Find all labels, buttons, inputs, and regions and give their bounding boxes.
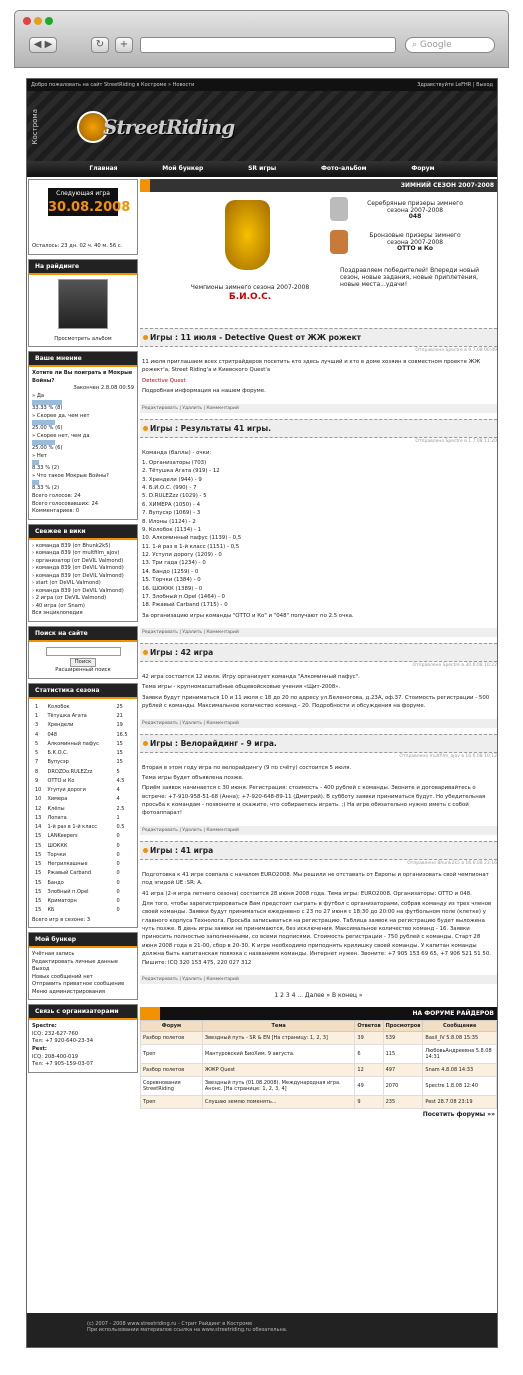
topic-link[interactable]: Звездный путь - SR & EN [На страницу: 1, 2, 3] xyxy=(202,1031,355,1044)
stats-cell: 0.5 xyxy=(116,824,125,831)
forum-col-header: Просмотров xyxy=(383,1020,423,1031)
article-text: 11 июля приглашаем всех стритрайдеров посетить кто здесь лучший и кто в доме хозяин в совместном проекте ЖЖ рожект'а, Street Riding'a и Киевского Quest'a xyxy=(142,359,481,374)
article-text: Вторая в этом году игра по велорайдингу (9 по счёту) состоится 5 июля. xyxy=(142,764,352,771)
search-button[interactable]: Поиск xyxy=(70,658,96,668)
stats-row xyxy=(34,750,132,757)
stats-cell: 1 xyxy=(35,703,39,710)
article-body xyxy=(140,444,497,626)
stats-row xyxy=(34,769,132,776)
stats-cell: Бандо xyxy=(47,879,64,886)
menu-photo[interactable]: Фото-альбом xyxy=(320,165,367,172)
wiki-item[interactable]: › команда 839 (от DeVIL Valmond) xyxy=(32,572,124,579)
stats-cell: 4 xyxy=(116,787,120,794)
wiki-item[interactable]: › команда 839 (от DeVIL Valmond) xyxy=(32,587,124,594)
forum-row[interactable] xyxy=(141,1044,497,1063)
stats-cell: 0 xyxy=(116,907,120,914)
article-extra: Detective Quest xyxy=(142,377,186,384)
forum-name[interactable]: Треп xyxy=(141,1095,203,1108)
article-text: 42 игра состоится 12 июля. Игру организует команда "Алкоминный пафус". xyxy=(142,674,360,680)
article-actions[interactable]: Редактировать | Удалить | Комментарий xyxy=(140,719,497,728)
poll-body xyxy=(29,367,137,519)
poll-option[interactable] xyxy=(32,453,134,473)
website xyxy=(26,78,498,1348)
stats-cell: 0 xyxy=(116,888,120,895)
stats-row xyxy=(34,741,132,748)
result-line: 16. ШОККК (1389) - 0 xyxy=(142,585,203,592)
article-meta: Отправлено Spectre в 30.6.08 10:22 xyxy=(412,663,497,668)
result-line: 6. ХИМЕРА (1050) - 4 xyxy=(142,501,201,508)
stats-cell: 10 xyxy=(35,796,42,803)
poll-summary: Всего голосов: 24 xyxy=(32,492,81,499)
stats-row xyxy=(34,722,132,729)
champ-team: Б.И.О.С. xyxy=(228,292,272,302)
stats-cell: 4.5 xyxy=(116,777,125,784)
article-actions[interactable]: Редактировать | Удалить | Комментарий xyxy=(140,826,497,835)
stats-cell: 15 xyxy=(35,898,42,905)
article-meta: Отправлено multfilm_ajov в 16.6.08 10:12 xyxy=(399,753,497,759)
stats-cell: 0 xyxy=(116,833,120,840)
season-winners xyxy=(140,192,497,322)
replies: 49 xyxy=(355,1076,383,1095)
silver-trophy-icon xyxy=(330,197,348,221)
visit-forums-link[interactable]: Посетить форумы »» xyxy=(422,1110,495,1118)
poll-option-label[interactable]: » Да xyxy=(32,392,45,399)
photo-box xyxy=(28,259,138,348)
stats-cell: Б.К.О.С. xyxy=(47,750,69,757)
stats-cell: Алкоминный пафус xyxy=(47,740,99,747)
stats-cell: Торчки xyxy=(47,851,67,858)
edit-profile-link[interactable]: Редактировать личные данные xyxy=(32,958,118,965)
forum-row[interactable] xyxy=(141,1031,497,1044)
result-line: 5. D.RULEZzz (1029) - 5 xyxy=(142,493,207,500)
result-line: 9. Колобок (1134) - 1 xyxy=(142,526,202,533)
stats-cell: Клёпы xyxy=(47,805,65,812)
stats-row xyxy=(34,833,132,840)
stats-cell: 21 xyxy=(116,713,123,720)
stats-total: Всего игр в сезоне: 3 xyxy=(32,916,91,923)
stats-cell: 15 xyxy=(35,888,42,895)
stats-row xyxy=(34,704,132,711)
wiki-item[interactable]: › организатор (от DeVIL Valmond) xyxy=(32,557,124,564)
stats-cell: Лопата xyxy=(47,814,67,821)
stats-cell: 15 xyxy=(35,851,42,858)
forum-row[interactable] xyxy=(141,1063,497,1076)
season-banner: ЗИМНИЙ СЕЗОН 2007-2008 xyxy=(140,179,497,192)
stats-cell: 15 xyxy=(35,861,42,868)
result-line: 3. Хрендели (944) - 9 xyxy=(142,476,202,483)
stats-cell: Химера xyxy=(47,796,68,803)
stats-cell: 15 xyxy=(116,750,123,757)
stats-cell: 25 xyxy=(116,703,123,710)
article-more: За организацию игры команды "OTTO и Ко" и "048" получают по 2.5 очка. xyxy=(142,612,354,619)
zoom-icon[interactable] xyxy=(45,17,53,25)
poll-option[interactable] xyxy=(32,433,134,453)
last-post[interactable]: Snam 4.8.08 14:33 xyxy=(423,1063,497,1076)
article-title[interactable]: Игры : 11 июля - Detective Quest от ЖЖ рожект xyxy=(140,328,497,347)
forum-row[interactable] xyxy=(141,1076,497,1095)
top-strip xyxy=(27,79,497,91)
result-line: 2. Тётушка Агата (919) - 12 xyxy=(142,468,220,475)
poll-question: Хотите ли Вы поиграть в Мокрые Войны? xyxy=(32,370,133,384)
stats-cell: 13 xyxy=(35,814,42,821)
search-icon: ⌕ xyxy=(412,40,420,50)
stats-cell: 10 xyxy=(35,787,42,794)
forum-table xyxy=(140,1020,497,1109)
article-title[interactable]: Игры : Результаты 41 игры. xyxy=(140,419,497,438)
article-extra: Тема игры - крупномасштабные общевойсковые учения «Щит-2008». xyxy=(142,684,341,691)
wiki-item[interactable]: › 2 игра (от DeVIL Valmond) xyxy=(32,595,107,602)
stats-cell: 1 xyxy=(116,814,120,821)
replies: 39 xyxy=(355,1031,383,1044)
result-line: 15. Торчки (1384) - 0 xyxy=(142,577,201,584)
stats-title: Статистика сезона xyxy=(29,684,137,699)
stats-cell: Криматорн xyxy=(47,898,77,905)
left-sidebar xyxy=(28,179,138,1077)
stats-cell: 048 xyxy=(47,731,58,738)
stats-cell: 0 xyxy=(116,842,120,849)
add-tab-icon[interactable]: + xyxy=(115,37,133,53)
stats-cell: ШОККК xyxy=(47,842,68,849)
result-line: 10. Алкоминный пафус (1139) - 0,5 xyxy=(142,535,242,542)
stats-cell: 1 xyxy=(35,713,39,720)
views: 115 xyxy=(383,1044,423,1063)
forum-name[interactable]: Разбор полетов xyxy=(141,1031,203,1044)
poll-option-label[interactable]: » Скорее нет, чем да xyxy=(32,432,90,439)
bunker-box xyxy=(28,932,138,1000)
article-actions[interactable]: Редактировать | Удалить | Комментарий xyxy=(140,975,497,984)
result-line: 14. Бандо (1259) - 0 xyxy=(142,568,199,575)
stats-cell: 3 xyxy=(35,722,39,729)
stats-row xyxy=(34,713,132,720)
forum-name[interactable]: Треп xyxy=(141,1044,203,1063)
stats-row xyxy=(34,852,132,859)
poll-pct: 33.33 % (8) xyxy=(32,405,63,412)
stats-cell: 0 xyxy=(116,898,120,905)
poll-closed: Закончен 2.8.08 00:59 xyxy=(73,385,134,392)
result-line: 12. Уступи дорогу (1209) - 0 xyxy=(142,552,222,558)
main-menu xyxy=(27,161,497,177)
search-input[interactable]: ⌕ Google xyxy=(405,37,495,53)
article xyxy=(140,419,497,638)
result-line: 1. Организаторы (703) xyxy=(142,459,207,466)
result-line: 18. Ржавый Carband (1715) - 0 xyxy=(142,602,228,609)
result-line: 7. Вупусэр (1069) - 3 xyxy=(142,510,201,517)
countdown-box xyxy=(28,179,138,255)
stats-cell: 4 xyxy=(35,731,39,738)
stats-cell: 8 xyxy=(35,768,39,775)
article-actions[interactable]: Редактировать | Удалить | Комментарий xyxy=(140,628,497,637)
stats-cell: 5 xyxy=(116,768,120,775)
topic-link[interactable]: Звездный путь (01.08.2008). Международная игра. Анонс. [На странице: 1, 2, 3, 4] xyxy=(202,1076,355,1095)
stats-cell: 15 xyxy=(116,759,123,766)
poll-box xyxy=(28,351,138,520)
topic-link[interactable]: Мантуровский БиоХим. 9 августа. xyxy=(202,1044,355,1063)
stats-row xyxy=(34,732,132,739)
stats-cell: DROZDo.RULEZzz xyxy=(47,768,93,775)
replies: 6 xyxy=(355,1044,383,1063)
browser-chrome xyxy=(14,10,509,68)
result-line: 11. 1-й раз в 1-й класс (1151) - 0,5 xyxy=(142,543,240,550)
stats-cell: 0 xyxy=(116,879,120,886)
stats-cell: Негрилкашные xyxy=(47,861,88,868)
search-box xyxy=(28,626,138,679)
site-footer xyxy=(27,1313,497,1347)
topic-link[interactable]: Слушаю землю поменять... xyxy=(202,1095,355,1108)
stats-row xyxy=(34,880,132,887)
user-links[interactable]: Здравствуйте LeFHR | Выход xyxy=(417,82,493,88)
article-more: Приём заявок начинается с 30 июня. Регистрация: стоимость - 400 рублей с команды. Звоните и договаривайтесь о встрече: +7-910-958-51-68 (Анна); +7-920-648-89-11 (Дмитрий). В субботу заявки приниматься будут. Но убедительная просьба к командам - позвоните и скажите, что собираетесь играть. ;) На игре обязательно нужно иметь с собой фотоаппарат! xyxy=(142,785,486,817)
poll-option[interactable] xyxy=(32,413,134,433)
advanced-search-link[interactable]: Расширенный поиск xyxy=(55,667,111,674)
site-search-input[interactable] xyxy=(46,647,121,656)
poll-option[interactable] xyxy=(32,393,134,413)
last-post[interactable]: ЛюбовьАндреевна 5.8.08 14:31 xyxy=(423,1044,497,1063)
forum-col-header: Форум xyxy=(141,1020,203,1031)
menu-bunker[interactable]: Мой бункер xyxy=(162,165,204,172)
back-forward-button[interactable]: ◀ ▶ xyxy=(29,37,57,53)
article-meta: Отправлено Bhunk2k5 в 16.6.08 23:16 xyxy=(407,860,497,866)
stats-cell: Угупуи дороги xyxy=(47,787,86,794)
close-icon[interactable] xyxy=(23,17,31,25)
article-more: Заявки будут приниматься 10 и 11 июля с 18 до 20 по адресу ул.Беленогова, д.23А, оф.37. Стоимость регистрации - 500 рублей с команды. Максимальное количество команд - 20. Подробности и обсуждения на форуме. xyxy=(142,694,490,710)
forum-row[interactable] xyxy=(141,1095,497,1108)
result-line: 13. Три гада (1234) - 0 xyxy=(142,560,206,567)
poll-option-label[interactable]: » Скорее да, чем нет xyxy=(32,412,90,419)
send-pm-link[interactable]: Отправить приватное сообщение xyxy=(32,981,125,988)
reload-icon[interactable]: ↻ xyxy=(91,37,109,53)
bronze-label: Бронзовые призеры зимнего сезона 2007-2008 xyxy=(369,232,461,246)
photo-box-title: На райдинге xyxy=(29,260,137,275)
article-extra: 41 игра (2-я игра летнего сезона) состоится 28 июня 2008 года. Тема игры: EURO2008. Организаторы: OTTO и 048. xyxy=(142,890,472,897)
stats-row xyxy=(34,815,132,822)
next-game-label: Следующая игра xyxy=(48,188,118,199)
congrats-text: Поздравляем победителей! Впереди новый сезон, новые задания, новые приплетения, новые места...удачи! xyxy=(340,267,480,288)
article xyxy=(140,841,497,984)
stats-cell: 0 xyxy=(116,861,120,868)
stats-cell: Колобок xyxy=(47,703,70,710)
stats-cell: 14 xyxy=(35,824,42,831)
footer-notice: При использовании материалов ссылка на www.streetriding.ru обязательна. xyxy=(87,1327,288,1333)
article-body xyxy=(140,866,497,972)
city-label: Кострома xyxy=(31,109,39,145)
logout-link[interactable]: Выход xyxy=(32,966,50,973)
contacts-box xyxy=(28,1004,138,1072)
poll-option-label[interactable]: » Нет xyxy=(32,452,47,459)
wiki-box xyxy=(28,524,138,622)
poll-summary: Комментариев: 0 xyxy=(32,508,80,515)
stats-row xyxy=(34,843,132,850)
wiki-item[interactable]: › start (от DeVIL Valmond) xyxy=(32,580,101,587)
silver-team: 048 xyxy=(408,213,422,220)
forum-name[interactable]: Соревнования StreetRiding xyxy=(141,1076,203,1095)
wiki-title: Свежее в вики xyxy=(29,525,137,540)
article xyxy=(140,643,497,728)
poll-title: Ваше мнение xyxy=(29,352,137,367)
wiki-item[interactable]: › 40 игра (от Snam) xyxy=(32,602,85,609)
last-post[interactable]: Spectre 1.8.08 12:40 xyxy=(423,1076,497,1095)
stats-cell: 12 xyxy=(35,805,42,812)
views: 2070 xyxy=(383,1076,423,1095)
article-extra: Тема игры будет объявлена позже. xyxy=(142,774,244,781)
views: 235 xyxy=(383,1095,423,1108)
champ-label: Чемпионы зимнего сезона 2007-2008 xyxy=(190,284,310,291)
stats-cell: 5 xyxy=(35,750,39,757)
poll-pct: 8.33 % (2) xyxy=(32,465,60,472)
next-game-date: 30.08.2008 xyxy=(48,200,131,215)
article-more: Подробная информация на нашем форуме. xyxy=(142,388,266,395)
breadcrumb: Добро пожаловать на сайт StreetRiding в Костроме » Новости xyxy=(31,82,195,88)
stats-cell: 7 xyxy=(35,759,39,766)
article-body xyxy=(140,668,497,716)
messages-status: Новых сообщений нет xyxy=(32,973,93,980)
replies: 12 xyxy=(355,1063,383,1076)
stats-cell: Злобный п.Opel xyxy=(47,888,89,895)
stats-table xyxy=(29,699,137,927)
forum-title: НА ФОРУМЕ РАЙДЕРОВ xyxy=(140,1007,497,1020)
wiki-list xyxy=(29,540,137,621)
admin-menu-link[interactable]: Меню администрирования xyxy=(32,988,106,995)
menu-forum[interactable]: Форум xyxy=(411,165,435,172)
contact-name: Pest: xyxy=(32,1046,47,1052)
poll-option[interactable] xyxy=(32,473,134,493)
minimize-icon[interactable] xyxy=(34,17,42,25)
wiki-all-link[interactable]: Вся энциклопедия xyxy=(32,610,83,617)
last-post[interactable]: Basil_IV 5.8.08 15:35 xyxy=(423,1031,497,1044)
wiki-item[interactable]: › команда 839 (от multfilm_ajov) xyxy=(32,550,120,557)
stats-cell: КБ xyxy=(47,907,55,914)
article xyxy=(140,734,497,835)
forum-col-header: Ответов xyxy=(355,1020,383,1031)
site-header xyxy=(27,91,497,161)
stats-cell: Ржавый Carband xyxy=(47,870,92,877)
stats-row xyxy=(34,778,132,785)
stats-box xyxy=(28,683,138,928)
news-list xyxy=(140,328,497,984)
contact-name: Spectre: xyxy=(32,1023,57,1030)
article-text: Подготовка к 41 игре совпала с началом EURO2008. Мы решили не отставать от Европы и организовать свой чемпионат под эгидой UE :SR: A. xyxy=(142,871,489,887)
article-body xyxy=(140,759,497,823)
search-box-title: Поиск на сайте xyxy=(29,627,137,642)
photo-thumbnail[interactable] xyxy=(58,279,108,329)
stats-row xyxy=(34,806,132,813)
pagination[interactable]: 1 2 3 4 ... Далее » В конец » xyxy=(274,991,363,999)
countdown-text: Осталось: 23 дн. 02 ч. 40 м. 56 с. xyxy=(32,243,123,249)
article-meta: Отправлено Spectre в 1.7.08 11:20 xyxy=(415,438,497,444)
stats-row xyxy=(34,824,132,831)
article xyxy=(140,328,497,413)
article-actions[interactable]: Редактировать | Удалить | Комментарий xyxy=(140,404,497,413)
stats-cell: OTTO и Ко xyxy=(47,777,75,784)
article-title[interactable]: Игры : Велорайдинг - 9 игра. xyxy=(140,734,497,753)
result-line: 17. Злобный п.Opel (1464) - 0 xyxy=(142,593,225,600)
stats-cell: 0 xyxy=(116,851,120,858)
poll-summary: Всего голосовавших: 24 xyxy=(32,500,99,507)
article-body xyxy=(140,353,497,401)
forum-name[interactable]: Разбор полетов xyxy=(141,1063,203,1076)
poll-pct: 25.00 % (6) xyxy=(32,445,63,452)
result-line: 4. Б.И.О.С. (990) - 7 xyxy=(142,485,197,491)
silver-label: Серебряные призеры зимнего сезона 2007-2008 xyxy=(367,200,463,214)
stats-row xyxy=(34,898,132,905)
stats-cell: LANKeepers xyxy=(47,833,78,840)
result-line: 8. Илоны (1124) - 2 xyxy=(142,518,196,525)
contacts-title: Связь с организаторами xyxy=(29,1005,137,1020)
stats-row xyxy=(34,787,132,794)
stats-cell: 15 xyxy=(116,740,123,747)
last-post[interactable]: Pest 28.7.08 23:19 xyxy=(423,1095,497,1108)
article-text: Команда (баллы) - очки: xyxy=(142,449,212,456)
stats-row xyxy=(34,907,132,914)
topic-link[interactable]: ЖЖР Quest xyxy=(202,1063,355,1076)
stats-cell: 4 xyxy=(116,796,120,803)
stats-cell: 19 xyxy=(116,722,123,729)
article-title[interactable]: Игры : 42 игра xyxy=(140,643,497,662)
stats-row xyxy=(34,870,132,877)
main-content xyxy=(140,179,497,1120)
stats-cell: 9 xyxy=(35,777,39,784)
stats-cell: 15 xyxy=(35,870,42,877)
stats-rows xyxy=(32,702,134,917)
stats-cell: 16.5 xyxy=(116,731,128,738)
address-bar[interactable] xyxy=(140,37,396,53)
poll-pct: 8.33 % (2) xyxy=(32,485,60,492)
article-title[interactable]: Игры : 41 игра xyxy=(140,841,497,860)
replies: 9 xyxy=(355,1095,383,1108)
bunker-title: Мой бункер xyxy=(29,933,137,948)
stats-cell: 15 xyxy=(35,833,42,840)
stats-row xyxy=(34,759,132,766)
contact-icq: ICQ: 232-627-760 xyxy=(32,1030,79,1037)
forum-col-header: Сообщение xyxy=(423,1020,497,1031)
contact-phone: Тел: +7 905-159-03-07 xyxy=(32,1061,93,1068)
stats-cell: Тётушка Агата xyxy=(47,713,87,720)
gold-trophy-icon xyxy=(225,200,270,270)
stats-cell: 15 xyxy=(35,842,42,849)
site-logo-text[interactable]: StreetRiding xyxy=(103,115,235,139)
menu-games[interactable]: SR игры xyxy=(248,165,277,172)
poll-option-label[interactable]: » Что такое Мокрые Войны? xyxy=(32,472,109,479)
stats-cell: Вупусэр xyxy=(47,759,69,766)
forum-col-header: Тема xyxy=(202,1020,355,1031)
article-meta: Отправлено Spectre в 9.7.08 00:49 xyxy=(415,348,497,353)
bronze-team: OTTO и Ко xyxy=(397,245,433,252)
article-more: Для того, чтобы зарегистрироваться Вам предстоит сыграть в футбол с организаторами, собрав команду из трех членов своей команды. Заявки будут приниматься ежедневно с 23 по 27 июня с 18:30 до 20:00 на футбольном поле (клетке) у главного корпуса Технолога. Просьба записываться на регистрацию. Таблица заявок на регистрацию будет выложена чуть позже. В день игры заявки не принимаются, без исключения. Максимальное количество команд - 16. Заявки приносить полностью заполненными, со всеми подписями. Стоимость регистрации - 750 рублей с команды. Старт 28 июня 2008 года в 21-00, сбор в 20-30. К игре необходимо приподнять крилишку своей команды. У капитан команды должна быть капитанская повязка с названием команды. Интернет нужен. Звоните: +7 905 153 69 65, +7 906 521 51 50. Пишите: ICQ 320 153 475, 220 027 312 xyxy=(142,900,492,966)
stats-cell: 5 xyxy=(35,740,39,747)
stats-cell: 1-й раз в 1-й класс xyxy=(47,824,97,831)
wiki-item[interactable]: › команда 839 (от Bhunk2k5) xyxy=(32,542,111,549)
stats-cell: 15 xyxy=(35,879,42,886)
menu-home[interactable]: Главная xyxy=(89,165,118,172)
stats-row xyxy=(34,889,132,896)
stats-row xyxy=(34,796,132,803)
stats-cell: Хрендели xyxy=(47,722,74,729)
views: 539 xyxy=(383,1031,423,1044)
stats-cell: 2.5 xyxy=(116,805,125,812)
contact-icq: ICQ: 208-400-019 xyxy=(32,1053,79,1060)
views: 497 xyxy=(383,1063,423,1076)
view-album-link[interactable]: Просмотреть альбом xyxy=(54,335,112,342)
poll-pct: 25.00 % (6) xyxy=(32,425,63,432)
account-link[interactable]: Учётная запись xyxy=(32,951,75,958)
stats-cell: 15 xyxy=(35,907,42,914)
stats-cell: 0 xyxy=(116,870,120,877)
stats-row xyxy=(34,861,132,868)
bronze-trophy-icon xyxy=(330,230,348,254)
wiki-item[interactable]: › команда 839 (от DeVIL Valmond) xyxy=(32,565,124,572)
contact-phone: Тел: +7 920-640-23-34 xyxy=(32,1038,93,1045)
footer-copyright: (c) 2007 - 2008 www.streetriding.ru - Стрит Райдинг в Костроме xyxy=(87,1321,253,1327)
